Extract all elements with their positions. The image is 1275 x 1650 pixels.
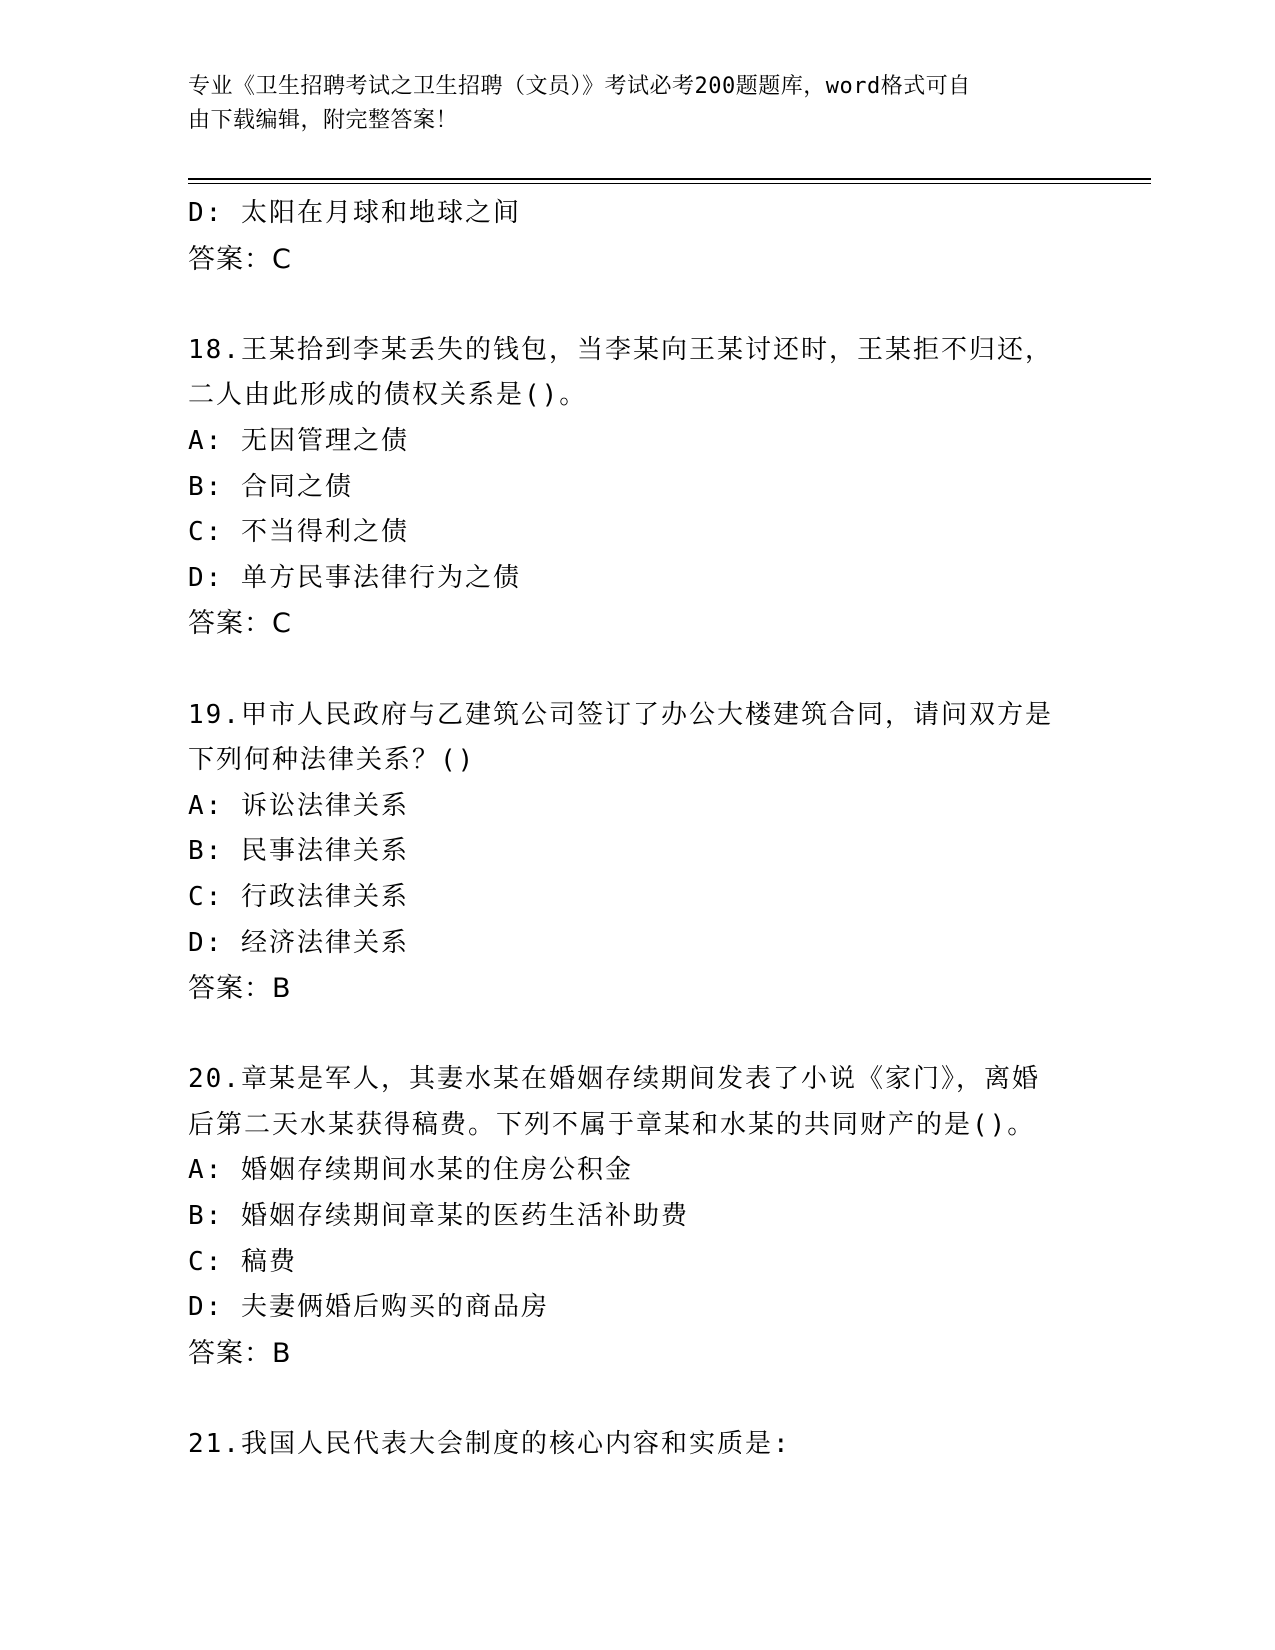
question-18	[188, 328, 1088, 647]
option-c: C: 不当得利之债	[188, 517, 409, 548]
option-b: B: 婚姻存续期间章某的医药生活补助费	[188, 1201, 689, 1232]
header-rule-thick	[188, 178, 1151, 180]
header-line-2: 由下载编辑，附完整答案！	[188, 108, 459, 133]
spacer	[188, 1012, 1088, 1058]
document-body	[188, 191, 1088, 1468]
spacer	[188, 1376, 1088, 1422]
question-stem-line: 二人由此形成的债权关系是()。	[188, 380, 588, 411]
document-header	[188, 70, 1068, 138]
option-a: A: 无因管理之债	[188, 425, 409, 456]
answer-line: 答案：B	[188, 1337, 292, 1369]
option-b: B: 民事法律关系	[188, 836, 409, 867]
question-stem-line: 19.甲市人民政府与乙建筑公司签订了办公大楼建筑合同，请问双方是	[188, 699, 1053, 730]
option-c: C: 行政法律关系	[188, 881, 409, 912]
question-19	[188, 693, 1088, 1012]
question-stem-line: 21.我国人民代表大会制度的核心内容和实质是:	[188, 1429, 791, 1460]
answer-line: 答案：C	[188, 608, 292, 640]
question-21	[188, 1422, 1088, 1468]
header-line-1: 专业《卫生招聘考试之卫生招聘（文员）》考试必考200题题库，word格式可自	[188, 74, 971, 99]
option-b: B: 合同之债	[188, 471, 353, 502]
option-c: C: 稿费	[188, 1246, 297, 1277]
header-rule-thin	[188, 183, 1151, 184]
answer-line: 答案：B	[188, 973, 292, 1005]
question-stem-line: 18.王某拾到李某丢失的钱包，当李某向王某讨还时，王某拒不归还，	[188, 334, 1053, 365]
question-20	[188, 1057, 1088, 1376]
option-d: D: 经济法律关系	[188, 927, 409, 958]
question-17-tail	[188, 191, 1088, 282]
question-stem-line: 后第二天水某获得稿费。下列不属于章某和水某的共同财产的是()。	[188, 1109, 1036, 1140]
option-a: A: 诉讼法律关系	[188, 790, 409, 821]
option-d: D: 太阳在月球和地球之间	[188, 198, 521, 228]
question-stem-line: 20.章某是军人，其妻水某在婚姻存续期间发表了小说《家门》，离婚	[188, 1064, 1040, 1095]
spacer	[188, 647, 1088, 693]
question-stem-line: 下列何种法律关系？()	[188, 745, 476, 776]
option-a: A: 婚姻存续期间水某的住房公积金	[188, 1155, 633, 1186]
spacer	[188, 282, 1088, 328]
answer-line: 答案：C	[188, 243, 292, 275]
option-d: D: 夫妻俩婚后购买的商品房	[188, 1292, 549, 1323]
option-d: D: 单方民事法律行为之债	[188, 562, 521, 593]
